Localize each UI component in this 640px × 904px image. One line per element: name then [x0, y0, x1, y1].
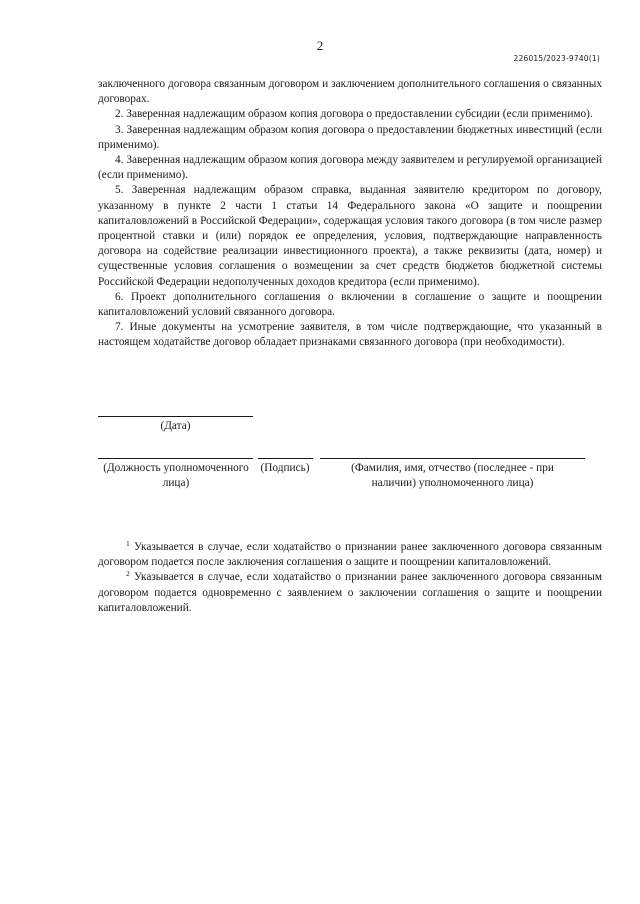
footnote-marker: 1 [126, 539, 130, 548]
name-label: (Фамилия, имя, отчество (последнее - при наличии) уполномоченного лица) [351, 462, 554, 490]
position-label: (Должность уполномоченного лица) [103, 462, 249, 490]
name-line [320, 458, 585, 459]
position-line [98, 458, 253, 459]
signature-line [258, 458, 313, 459]
signature-label: (Подпись) [260, 462, 310, 474]
footnote-text: Указывается в случае, если ходатайство о признании ранее заключенного договора связанным договором подается после заключения соглашения о защите и поощрении капиталовложений. [98, 541, 602, 569]
paragraph-continuation: заключенного договора связанным договором и заключением дополнительного соглашения о связанных договорах. [98, 78, 602, 106]
date-label: (Дата) [160, 420, 191, 432]
footnote-marker: 2 [126, 569, 130, 579]
list-item-7: 7. Иные документы на усмотрение заявителя, в том числе подтверждающие, что указанный в настоящем ходатайстве договор обладает признаками связанного договора (при необходимости). [98, 321, 602, 349]
page-number: 2 [316, 38, 324, 53]
footnote-2 [98, 570, 602, 616]
list-item-2: 2. Заверенная надлежащим образом копия договора о предоставлении субсидии (если применимо). [115, 108, 593, 121]
list-item-4: 4. Заверенная надлежащим образом копия договора между заявителем и регулируемой организацией (если применимо). [98, 154, 602, 182]
list-item-5: 5. Заверенная надлежащим образом справка, выданная заявителю кредитором по договору, указанному в пункте 2 части 1 статьи 14 Федерального закона «О защите и поощрении капиталовложений в Российской Федерации», содержащая условия такого договора (в том числе размер процентной ставки и (или) порядок ее определения, условия, подтверждающие направленность договора на содействие реализации инвестиционного проекта), а также реквизиты (дата, номер) и существенные условия соглашения о возмещении за счет средств бюджетов бюджетной системы Российской Федерации недополученных доходов кредитора (если применимо). [98, 184, 602, 288]
list-item-3: 3. Заверенная надлежащим образом копия договора о предоставлении бюджетных инвестиций (если применимо). [98, 123, 602, 151]
footnotes [98, 540, 602, 616]
date-line [98, 416, 253, 417]
footnote-1 [98, 540, 602, 570]
document-id: 226015/2023-9740(1) [513, 54, 600, 63]
footnote-text: Указывается в случае, если ходатайство о признании ранее заключенного договора связанным договором подается одновременно с заявлением о заключении соглашения о защите и поощрении капиталовложений. [98, 571, 602, 614]
document-body [98, 77, 602, 351]
list-item-6: 6. Проект дополнительного соглашения о включении в соглашение о защите и поощрении капиталовложений условий связанного договора. [98, 290, 602, 319]
